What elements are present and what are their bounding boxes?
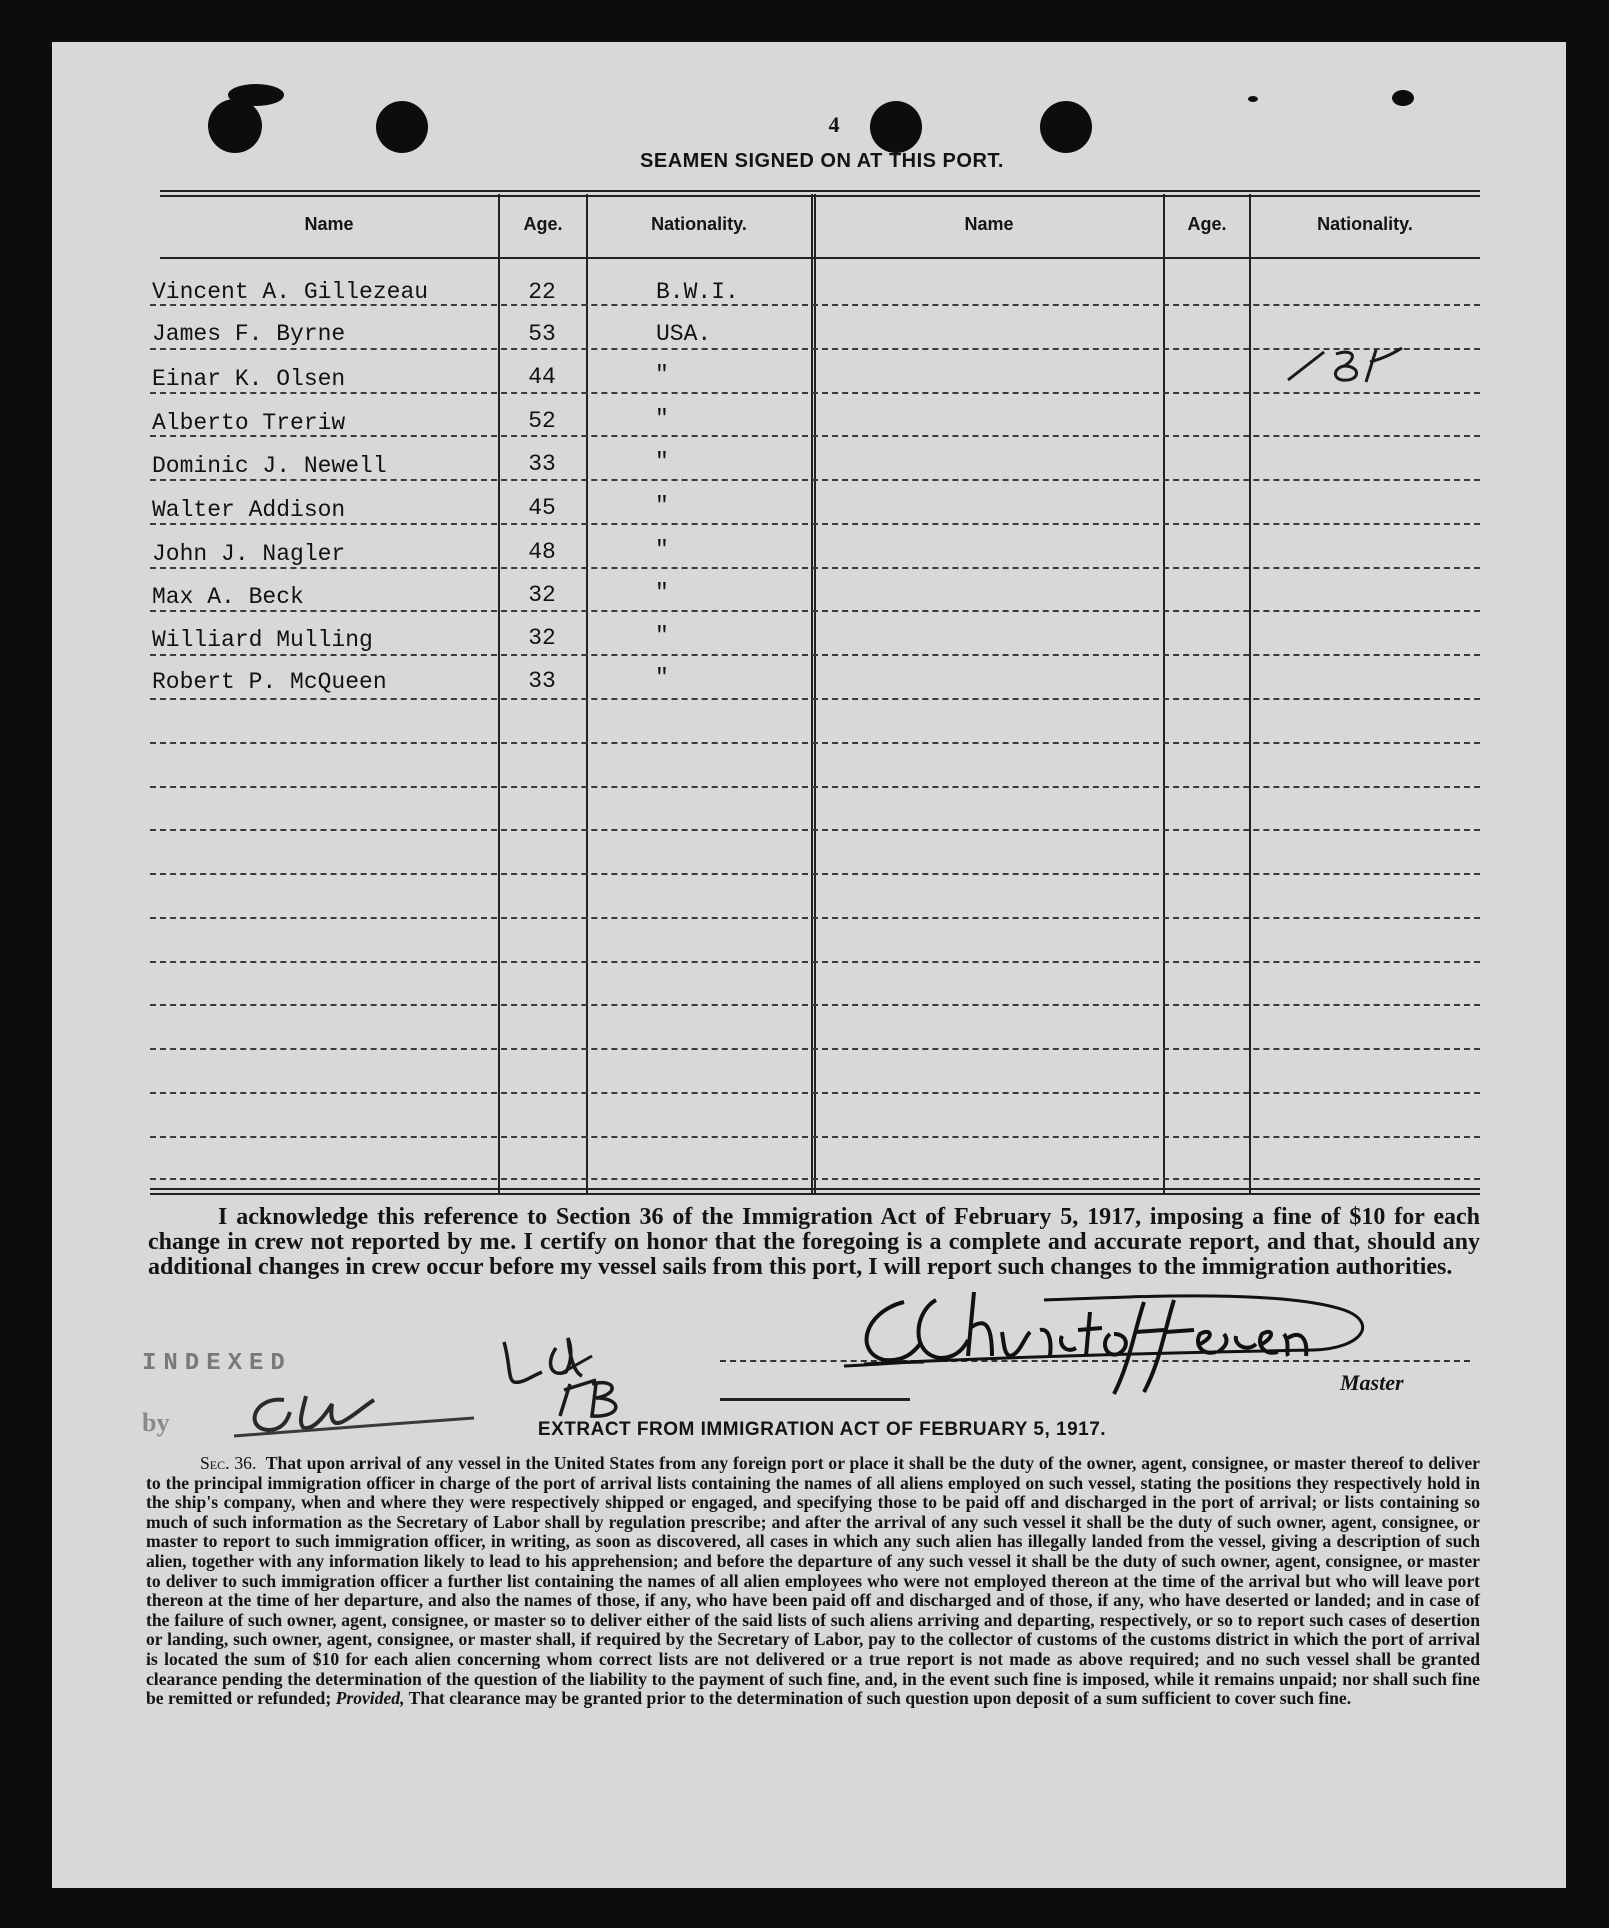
seaman-nationality: " [655,493,669,519]
seaman-age: 32 [528,625,556,651]
row-line [150,698,1480,700]
master-signature [844,1282,1384,1402]
ink-smudge [1248,96,1258,102]
table-top-rule [160,190,1480,197]
seaman-name: Walter Addison [152,497,346,523]
seaman-name: James F. Byrne [152,321,346,347]
column-divider [1163,194,1165,1194]
header-name-left: Name [304,214,354,234]
row-line [150,610,1480,612]
short-rule [720,1398,910,1401]
table-bottom-rule [150,1188,1480,1195]
row-line [150,1092,1480,1094]
column-divider [498,194,500,1194]
header-age-left: Age. [523,214,563,234]
initials-text [522,1362,525,1363]
seaman-name: Max A. Beck [152,584,304,610]
center-divider [811,194,816,1194]
seaman-name: Williard Mulling [152,627,373,653]
seaman-name: Einar K. Olsen [152,366,346,392]
seaman-age: 22 [528,279,556,305]
punch-hole [870,101,922,153]
row-line [150,786,1480,788]
manifest-page [52,42,1566,1888]
row-line [150,479,1480,481]
seaman-nationality: " [655,362,669,388]
seaman-age: 52 [528,408,556,434]
handwritten-note [1284,332,1444,392]
seaman-name: Alberto Treriw [152,410,346,436]
margin-note-text [1352,332,1354,333]
row-line [150,392,1480,394]
header-nationality-right: Nationality. [1317,214,1413,234]
seaman-age: 32 [528,582,556,608]
section-label: Sec. 36. [200,1453,257,1473]
column-divider [586,194,588,1194]
seaman-age: 48 [528,539,556,565]
row-line [150,348,1480,350]
indexed-by-label: by [142,1408,170,1437]
seaman-name: Robert P. McQueen [152,669,387,695]
seaman-name: Dominic J. Newell [152,453,387,479]
punch-hole [208,99,262,153]
provided-label: Provided, [335,1688,405,1709]
row-line [150,829,1480,831]
ink-smudge [1392,90,1414,106]
header-age-right: Age. [1187,214,1227,234]
ink-smudge [228,84,284,106]
indexed-stamp: INDEXED [142,1350,292,1377]
row-line [150,1178,1480,1180]
seaman-nationality: " [655,580,669,606]
seaman-nationality: " [655,449,669,475]
seaman-nationality: " [655,406,669,432]
row-line [150,654,1480,656]
header-name-right: Name [964,214,1014,234]
seaman-nationality: " [655,537,669,563]
seaman-nationality: " [655,623,669,649]
seaman-age: 33 [528,451,556,477]
row-line [150,523,1480,525]
page-number: 4 [828,112,840,137]
seaman-nationality: B.W.I. [656,279,739,305]
seaman-name: John J. Nagler [152,541,346,567]
extract-text [146,1454,1480,1709]
certification-text: I acknowledge this reference to Section 36 of the Immigration Act of February 5, 1917, imposing a fine of $10 for each change in crew not reported by me. I certify on honor that the foregoing is a complete and accurate report, and that, should any additional changes in crew occur before my vessel sails from this port, I will report such changes to the immigration authorities. [148,1204,1480,1280]
row-line [150,873,1480,875]
extract-body: That upon arrival of any vessel in the United States from any foreign port or place it shall be the duty of the owner, agent, consignee, or master thereof to deliver to the principal immigration officer in charge of the port of arrival lists containing the names of all aliens employed on such vessel, stating the positions they respectively hold in the ship's company, when and where they were respectively shipped or engaged, and specifying those to be paid off and discharged in the port of arrival; or lists containing so much of such information as the Secretary of Labor shall by regulation prescribe; and after the arrival of any such vessel it shall be the duty of such owner, agent, consignee, or master to report to such immigration officer, in writing, as soon as discovered, all cases in which any such alien has illegally landed from the vessel, giving a description of such alien, together with any information likely to lead to his apprehension; and before the departure of any such vessel it shall be the duty of such owner, agent, consignee, or master to deliver to such immigration officer a further list containing the names of all alien employees who were not employed thereon at the time of the arrival but who will leave port thereon at the time of her departure, and also the names of those, if any, who have been paid off and discharged and of those, if any, who have deserted or landed; and in case of the failure of such owner, agent, consignee, or master so to deliver either of the said lists of such aliens arriving and departing, respectively, or so to report such cases of desertion or landing, such owner, agent, consignee, or master shall, if required by the Secretary of Labor, pay to the collector of customs of the customs district in which the port of arrival is located the sum of $10 for each alien concerning whom correct lists are not delivered or a true report is not made as above required; and no such vessel shall be granted clearance pending the determination of the question of the liability to the payment of such fine, and, in the event such fine is imposed, while it remains unpaid; nor shall such fine be remitted or refunded; [146,1453,1480,1709]
header-nationality-left: Nationality. [651,214,747,234]
provided-text: That clearance may be granted prior to the determination of such question upon deposit of a sum sufficient to cover such fine. [408,1688,1352,1709]
punch-hole [1040,101,1092,153]
column-divider [1249,194,1251,1194]
header-rule [160,257,1480,259]
seaman-age: 44 [528,364,556,390]
row-line [150,961,1480,963]
initials-ld-fb [496,1332,636,1422]
seaman-name: Vincent A. Gillezeau [152,279,429,305]
seaman-age: 45 [528,495,556,521]
master-label: Master [1340,1370,1404,1395]
seaman-age: 33 [528,668,556,694]
row-line [150,1136,1480,1138]
seaman-nationality: " [655,665,669,691]
row-line [150,567,1480,569]
punch-hole [376,101,428,153]
row-line [150,1004,1480,1006]
master-signature-text [952,1332,959,1333]
row-line [150,917,1480,919]
row-line [150,1048,1480,1050]
seaman-nationality: USA. [656,321,712,347]
extract-title: EXTRACT FROM IMMIGRATION ACT OF FEBRUARY 5, 1917. [537,1419,1107,1440]
row-line [150,742,1480,744]
seaman-age: 53 [528,321,556,347]
form-title: SEAMEN SIGNED ON AT THIS PORT. [640,150,1004,172]
